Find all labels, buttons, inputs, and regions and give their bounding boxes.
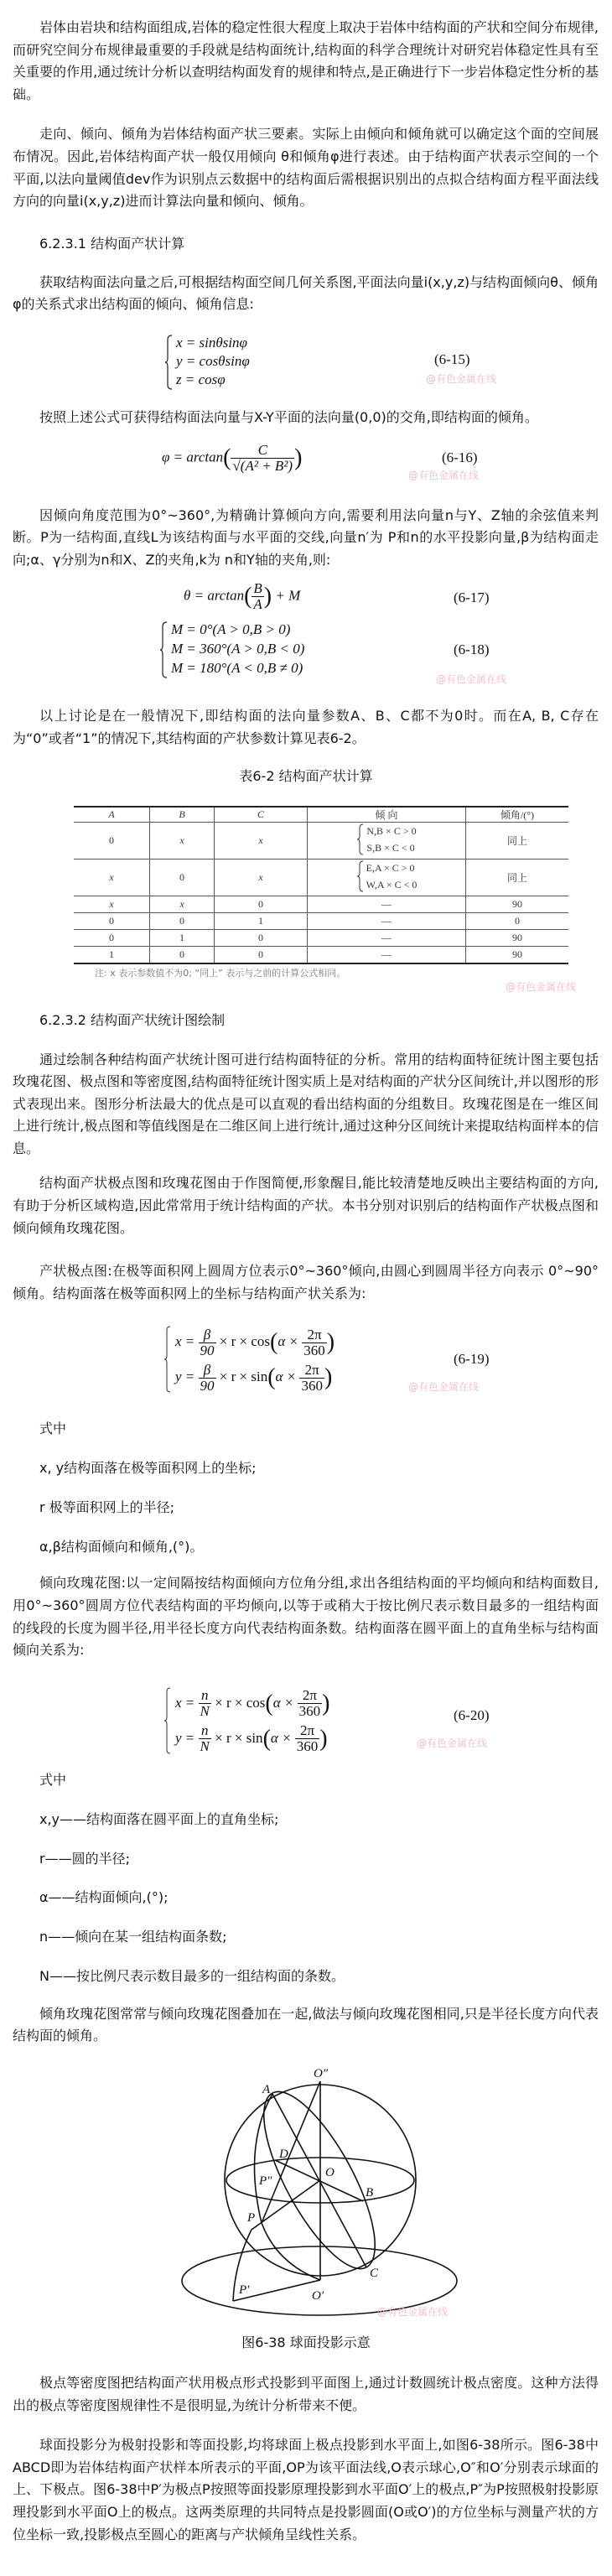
col-header-dip-angle: 倾角/(°) bbox=[466, 807, 569, 823]
equation-6-15-block bbox=[0, 335, 612, 395]
table-cell: 1 bbox=[215, 913, 308, 930]
table-cell: 0 bbox=[74, 913, 150, 930]
density-plot-paragraph: 极点等密度图把结构面产状用极点形式投影到平面图上,通过计数圆统计极点密度。这种方法得出的极点等密度图规律性不是很明显,为统计分析带来不便。 bbox=[13, 2375, 599, 2413]
watermark: @有色金属在线 bbox=[506, 980, 577, 993]
table-cell: x bbox=[215, 860, 308, 896]
label-p-prime: P′ bbox=[239, 2283, 250, 2297]
table-cell: 0 bbox=[466, 913, 569, 930]
table-cell: 1 bbox=[150, 930, 215, 947]
dip-direction-cell: — bbox=[308, 913, 466, 930]
table-cell: x bbox=[74, 896, 150, 913]
condition-line: E,A × C > 0 bbox=[366, 862, 415, 874]
table-cell: 0 bbox=[150, 860, 215, 896]
watermark: @有色金属在线 bbox=[426, 372, 497, 385]
label-o: O bbox=[325, 2166, 335, 2179]
col-header-a: A bbox=[74, 807, 150, 823]
equation-number: (6-19) bbox=[454, 1351, 490, 1368]
watermark: @有色金属在线 bbox=[436, 673, 507, 686]
table-cell: x bbox=[215, 823, 308, 860]
table-note-block bbox=[0, 968, 612, 993]
label-o-double-prime: O″ bbox=[314, 2067, 329, 2080]
normal-vector-paragraph: 获取结构面法向量之后,可根据结构面空间几何关系图,平面法向量i(x,y,z)与结构面倾向θ、倾角φ的关系式求出结构面的倾向、倾角信息: bbox=[13, 273, 599, 313]
dip-direction-cell bbox=[308, 823, 466, 860]
label-d: D bbox=[279, 2148, 288, 2161]
figure-block bbox=[0, 2058, 612, 2326]
equation-6-15 bbox=[164, 335, 332, 390]
definition-item: N——按比例尺表示数目最多的一组结构面的条数。 bbox=[39, 1967, 345, 1984]
dip-direction-paragraph: 因倾向角度范围为0°~360°,为精确计算倾向方向,需要利用法向量n与Y、Z轴的余弦值来判断。P为一结构面,直线L为该结构面与水平面的交线,向量n′为 P和n的水平投影向量,β为结构面走向;α、γ分别为n和X、Z的夹角,k为 n和Y轴的夹角,则: bbox=[13, 506, 599, 568]
watermark: @有色金属在线 bbox=[377, 2306, 449, 2318]
table-cell: 0 bbox=[74, 930, 150, 947]
equation-6-17: θ = arctan( $\frac{B}{A}$ ) + M bbox=[184, 580, 301, 613]
table-cell: 90 bbox=[466, 896, 569, 913]
equation-number: (6-17) bbox=[454, 589, 490, 606]
attitude-table bbox=[74, 806, 568, 964]
eq-tail: + M bbox=[275, 587, 301, 604]
dip-angle-paragraph: 按照上述公式可获得结构面法向量与X-Y平面的法向量(0,0)的交角,即结构面的倾角。 bbox=[39, 408, 538, 425]
table-cell: 0 bbox=[215, 896, 308, 913]
eq-lhs: φ = arctan bbox=[162, 448, 224, 465]
equation-number: (6-15) bbox=[434, 351, 470, 367]
table-title: 表6-2 结构面产状计算 bbox=[239, 767, 373, 784]
brace-icon bbox=[356, 860, 364, 892]
watermark: @有色金属在线 bbox=[408, 469, 480, 481]
table-note: 注: x 表示参数值不为0; “同上” 表示与之前的计算公式相同。 bbox=[95, 967, 346, 979]
dip-rose-paragraph: 倾角玫瑰花图常常与倾向玫瑰花图叠加在一起,做法与倾向玫瑰花图相同,只是半径长度方向代表结构面的倾角。 bbox=[13, 2005, 599, 2044]
eq-line: y = cosθsinφ bbox=[176, 352, 250, 369]
definition-item: x,y——结构面落在圆平面上的直角坐标; bbox=[39, 1810, 279, 1827]
eq-line: y = $\frac{\beta}{90}$ × r × sin(α × $\frac{2\pi}{360}$ ) bbox=[175, 1362, 333, 1394]
col-header-c: C bbox=[215, 807, 308, 823]
table-cell: x bbox=[74, 860, 150, 896]
table-cell: 90 bbox=[466, 947, 569, 963]
section-heading-6-2-3-1: 6.2.3.1 结构面产状计算 bbox=[39, 235, 185, 252]
where-label: 式中 bbox=[39, 1420, 67, 1437]
label-b: B bbox=[366, 2186, 374, 2199]
section-heading-6-2-3-2: 6.2.3.2 结构面产状统计图绘制 bbox=[39, 1011, 226, 1028]
equation-number: (6-20) bbox=[454, 1706, 490, 1723]
condition-line: W,A × C < 0 bbox=[366, 879, 418, 891]
brace-icon bbox=[356, 823, 364, 855]
brace-icon bbox=[164, 335, 173, 390]
table-cell: 0 bbox=[215, 930, 308, 947]
table-cell: 0 bbox=[150, 947, 215, 963]
sphere-projection-paragraph: 球面投影分为极射投影和等面投影,均将球面上极点投影到水平面上,如图6-38所示。图6-38中ABCD即为岩体结构面产状样本所表示的平面,OP为该平面法线,O表示球心,O″和O′分别表示球面的上、下极点。图6-38中P′为极点P按照等面投影原理投影到水平面O′上的极点,P″为P按照极射投影原理投影到水平面O上的极点。这两类原理的共同特点是投影圆面(O或O′)的方位坐标与测量产状的方位坐标一致,投影极点至圆心的距离与产状倾角呈线性关系。 bbox=[13, 2437, 599, 2542]
eq-line: x = $\frac{n}{N}$ × r × cos(α × $\frac{2\pi}{360}$ ) bbox=[175, 1687, 330, 1720]
dip-direction-cell bbox=[308, 860, 466, 896]
table-cell: 0 bbox=[74, 823, 150, 860]
definition-item: r 极等面积网上的半径; bbox=[39, 1499, 175, 1516]
col-header-b: B bbox=[150, 807, 215, 823]
where-label: 式中 bbox=[39, 1771, 67, 1788]
eq-lhs: θ = arctan bbox=[184, 587, 245, 604]
special-case-paragraph: 以上讨论是在一般情况下,即结构面的法向量参数A、B、C都不为0时。而在A, B, C存在为“0”或者“1”的情况下,其结构面的产状参数计算见表6-2。 bbox=[13, 708, 599, 746]
table-cell: 90 bbox=[466, 930, 569, 947]
eq-denominator: A bbox=[253, 596, 262, 613]
table-cell: x bbox=[150, 823, 215, 860]
dip-direction-cell: — bbox=[308, 947, 466, 963]
table-cell: 同上 bbox=[466, 860, 569, 896]
condition-line: N,B × C > 0 bbox=[366, 825, 417, 837]
brace-icon bbox=[163, 1687, 171, 1754]
dip-direction-cell: — bbox=[308, 930, 466, 947]
eq-line: x = $\frac{\beta}{90}$ × r × cos(α × $\frac{2\pi}{360}$ ) bbox=[175, 1327, 335, 1359]
watermark: @有色金属在线 bbox=[417, 1737, 488, 1749]
table-cell: 1 bbox=[74, 947, 150, 963]
equation-6-16-block bbox=[0, 443, 612, 493]
condition-line: S,B × C < 0 bbox=[366, 842, 415, 854]
definition-item: r——圆的半径; bbox=[39, 1850, 130, 1867]
equation-6-17-block bbox=[0, 581, 612, 620]
definition-item: α,β结构面倾向和倾角,(°)。 bbox=[39, 1539, 204, 1555]
equation-6-18-block bbox=[0, 621, 612, 695]
label-p: P bbox=[247, 2211, 256, 2225]
table-row bbox=[74, 860, 568, 896]
intro-paragraph: 岩体由岩块和结构面组成,岩体的稳定性很大程度上取决于岩体中结构面的产状和空间分布规律,而研究空间分布规律最重要的手段就是结构面统计,结构面的科学合理统计对研究岩体稳定性具有至关重要的作用,通过统计分析以查明结构面发育的规律和特点,是正确进行下一步岩体稳定性分析的基础。 bbox=[13, 19, 599, 102]
equation-6-18 bbox=[159, 621, 352, 678]
eq-line: M = 180°(A < 0,B ≠ 0) bbox=[171, 660, 303, 677]
equation-6-16: φ = arctan( $\frac{C}{\text{√(A² + B²)}}$ ) bbox=[162, 441, 303, 474]
eq-numerator: B bbox=[253, 580, 262, 597]
label-p-double-prime: P″ bbox=[259, 2174, 272, 2188]
table-row bbox=[74, 947, 568, 963]
equation-number: (6-18) bbox=[454, 641, 490, 658]
figure-caption: 图6-38 球面投影示意 bbox=[241, 2334, 371, 2350]
pole-plot-paragraph: 产状极点图:在极等面积网上圆周方位表示0°~360°倾向,由圆心到圆周半径方向表示 0°~90°倾角。结构面落在极等面积网上的坐标与结构面产状关系为: bbox=[13, 1263, 599, 1301]
equation-6-19 bbox=[163, 1326, 348, 1393]
equation-number: (6-16) bbox=[442, 449, 478, 465]
table-row bbox=[74, 930, 568, 947]
definition-item: α——结构面倾向,(°); bbox=[39, 1888, 169, 1905]
equation-6-20-block bbox=[0, 1687, 612, 1763]
table-cell: 0 bbox=[150, 913, 215, 930]
dip-direction-cell: — bbox=[308, 896, 466, 913]
label-o-prime: O′ bbox=[312, 2289, 324, 2303]
definition-item: x, y结构面落在极等面积网上的坐标; bbox=[39, 1460, 257, 1477]
eq-line: z = cosφ bbox=[176, 371, 226, 387]
equation-6-20 bbox=[163, 1687, 348, 1754]
label-a: A bbox=[262, 2083, 271, 2096]
table-row bbox=[74, 913, 568, 930]
sphere-projection-figure bbox=[0, 2058, 612, 2326]
eq-denominator: √(A² + B²) bbox=[232, 457, 293, 474]
label-c: C bbox=[370, 2267, 379, 2280]
table-row bbox=[74, 823, 568, 860]
attitude-paragraph: 走向、倾向、倾角为岩体结构面产状三要素。实际上由倾向和倾角就可以确定这个面的空间展布情况。因此,岩体结构面产状一般仅用倾向 θ和倾角φ进行表述。由于结构面产状表示空间的一个平面,以法向量阈值dev作为识别点云数据中的结构面后需根据识别出的点拟合结构面方程平面法线方向的向量i(x,y,z)进而计算法向量和倾向、倾角。 bbox=[13, 126, 599, 210]
col-header-dip-direction: 倾 向 bbox=[308, 807, 466, 823]
table-cell: 同上 bbox=[466, 823, 569, 860]
eq-line: y = $\frac{n}{N}$ × r × sin(α × $\frac{2\pi}{360}$ ) bbox=[175, 1722, 328, 1755]
eq-numerator: C bbox=[231, 443, 294, 459]
eq-line: M = 360°(A > 0,B < 0) bbox=[171, 641, 305, 657]
definition-item: n——倾向在某一组结构面条数; bbox=[39, 1928, 227, 1945]
watermark: @有色金属在线 bbox=[408, 1381, 480, 1394]
table-cell: 0 bbox=[215, 947, 308, 963]
eq-line: M = 0°(A > 0,B > 0) bbox=[171, 621, 291, 638]
rose-diagram-paragraph: 倾向玫瑰花图:以一定间隔按结构面倾向方位角分组,求出各组结构面的平均倾向和结构面数目,用0°~360°圆周方位代表结构面的平均倾向,以等于或稍大于按比例尺表示数目最多的一组结构面的线段的长度为圆半径,用半径长度方向代表结构面条数。结构面落在圆平面上的直角坐标与结构面倾向关系为: bbox=[13, 1575, 599, 1659]
brace-icon bbox=[159, 621, 168, 678]
pole-rose-paragraph: 结构面产状极点图和玫瑰花图由于作图简便,形象醒目,能比较清楚地反映出主要结构面的方向,有助于分析区域构造,因此常常用于统计结构面的产状。本书分别对识别后的结构面作产状极点图和倾向倾角玫瑰花图。 bbox=[13, 1175, 599, 1236]
table-cell: x bbox=[150, 896, 215, 913]
table-row bbox=[74, 896, 568, 913]
equation-6-19-block bbox=[0, 1326, 612, 1403]
statistics-paragraph: 通过绘制各种结构面产状统计图可进行结构面特征的分析。常用的结构面特征统计图主要包括玫瑰花图、极点图和等密度图,结构面特征统计图实质上是对结构面的产状分区间统计,并以图形的形式表现出来。图形分析法最大的优点是可以直观的看出结构面的分组数目。玫瑰花图是在一维区间上进行统计,极点图和等值线图是在二维区间上进行统计,通过这种分区间统计来提取结构面样本的信息。 bbox=[13, 1051, 599, 1156]
eq-line: x = sinθsinφ bbox=[176, 334, 247, 351]
brace-icon bbox=[163, 1326, 171, 1393]
